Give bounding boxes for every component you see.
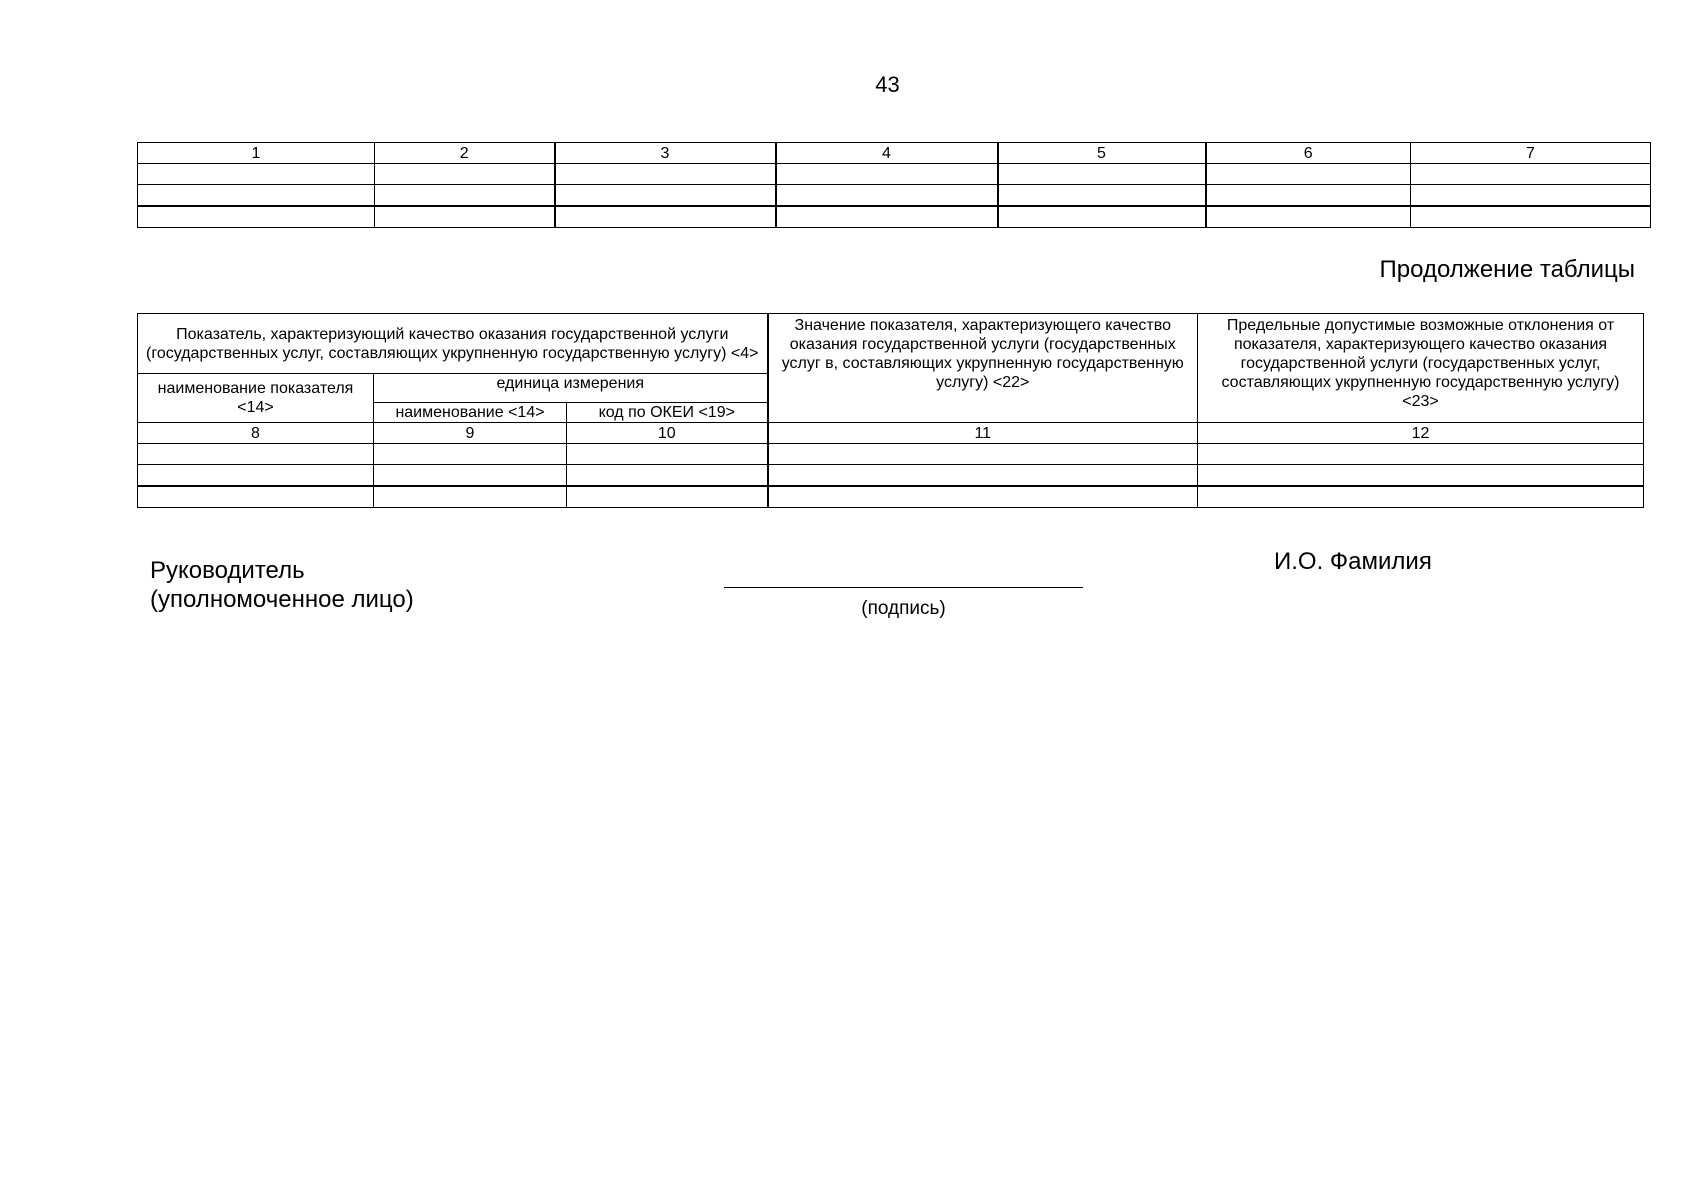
table-cell bbox=[138, 444, 374, 465]
column-number-7: 7 bbox=[1411, 143, 1651, 164]
header-allowed-deviation-text: Предельные допустимые возможные отклонения от показателя, характеризующего качество оказания государственной услуги (государственных услуг, составляющих укрупненную государственную услугу) <23> bbox=[1221, 317, 1620, 410]
table-cell bbox=[1198, 486, 1644, 508]
table-cell bbox=[138, 486, 374, 508]
table-cell bbox=[776, 185, 998, 207]
header-indicator-value-text: Значение показателя, характеризующего качество оказания государственной услуги (государственных услуг в, составляющих укрупненную государственную услугу) <22> bbox=[781, 317, 1184, 391]
signature-line bbox=[724, 587, 1083, 588]
table-cell bbox=[776, 164, 998, 185]
signatory-role-line2: (уполномоченное лицо) bbox=[150, 586, 414, 613]
table-cell bbox=[1411, 206, 1651, 228]
table-cell bbox=[567, 465, 768, 487]
table-quality-indicators bbox=[137, 313, 1644, 508]
column-number-3: 3 bbox=[555, 143, 776, 164]
column-number-10: 10 bbox=[567, 423, 768, 444]
column-number-1: 1 bbox=[138, 143, 375, 164]
table-cell bbox=[1206, 185, 1411, 207]
table-header-row bbox=[138, 143, 1651, 164]
table-cell bbox=[138, 465, 374, 487]
table-cell bbox=[138, 206, 375, 228]
table-cell bbox=[138, 164, 375, 185]
table-cell bbox=[1411, 164, 1651, 185]
column-number-8: 8 bbox=[138, 423, 374, 444]
table-cell bbox=[374, 465, 567, 487]
header-indicator-value bbox=[768, 314, 1198, 423]
table-cell bbox=[1411, 185, 1651, 207]
continuation-label: Продолжение таблицы bbox=[1379, 256, 1635, 283]
header-indicator-group bbox=[138, 314, 768, 374]
table-cell bbox=[998, 164, 1206, 185]
table-row bbox=[138, 164, 1651, 185]
table-cell bbox=[1198, 444, 1644, 465]
table-row bbox=[138, 444, 1644, 465]
table-cell bbox=[555, 164, 776, 185]
table-cell bbox=[567, 444, 768, 465]
table-row bbox=[138, 486, 1644, 508]
header-allowed-deviation bbox=[1198, 314, 1644, 423]
header-indicator-name bbox=[138, 374, 374, 423]
header-indicator-name-text: наименование показателя <14> bbox=[157, 380, 354, 416]
header-unit-name: наименование <14> bbox=[374, 403, 567, 423]
table-cell bbox=[1198, 465, 1644, 487]
table-cell bbox=[374, 486, 567, 508]
table-cell bbox=[375, 206, 555, 228]
table-cell bbox=[776, 206, 998, 228]
table-header-row bbox=[138, 314, 1644, 374]
header-unit-group: единица измерения bbox=[374, 374, 768, 403]
table-row bbox=[138, 206, 1651, 228]
page-number: 43 bbox=[875, 72, 900, 97]
table-cell bbox=[138, 185, 375, 207]
signatory-role bbox=[150, 556, 414, 614]
table-cell bbox=[375, 185, 555, 207]
table-columns-1-7 bbox=[137, 142, 1651, 228]
column-number-6: 6 bbox=[1206, 143, 1411, 164]
table-cell bbox=[998, 185, 1206, 207]
signatory-role-line1: Руководитель bbox=[150, 557, 305, 584]
column-number-5: 5 bbox=[998, 143, 1206, 164]
column-number-11: 11 bbox=[768, 423, 1198, 444]
table-cell bbox=[998, 206, 1206, 228]
table-cell bbox=[768, 465, 1198, 487]
table-cell bbox=[374, 444, 567, 465]
table-cell bbox=[555, 206, 776, 228]
table-cell bbox=[768, 486, 1198, 508]
header-unit-okei: код по ОКЕИ <19> bbox=[567, 403, 768, 423]
signatory-name: И.О. Фамилия bbox=[1274, 548, 1432, 575]
table-cell bbox=[768, 444, 1198, 465]
table-number-row bbox=[138, 423, 1644, 444]
table-cell bbox=[567, 486, 768, 508]
column-number-2: 2 bbox=[375, 143, 555, 164]
header-indicator-group-text: Показатель, характеризующий качество оказания государственной услуги (государственных услуг, составляющих укрупненную государственную услугу) <4> bbox=[146, 325, 759, 362]
table-cell bbox=[1206, 164, 1411, 185]
table-row bbox=[138, 185, 1651, 207]
column-number-4: 4 bbox=[776, 143, 998, 164]
table-cell bbox=[1206, 206, 1411, 228]
table-cell bbox=[375, 164, 555, 185]
column-number-9: 9 bbox=[374, 423, 567, 444]
table-cell bbox=[555, 185, 776, 207]
column-number-12: 12 bbox=[1198, 423, 1644, 444]
signature-caption: (подпись) bbox=[861, 598, 946, 619]
table-row bbox=[138, 465, 1644, 487]
